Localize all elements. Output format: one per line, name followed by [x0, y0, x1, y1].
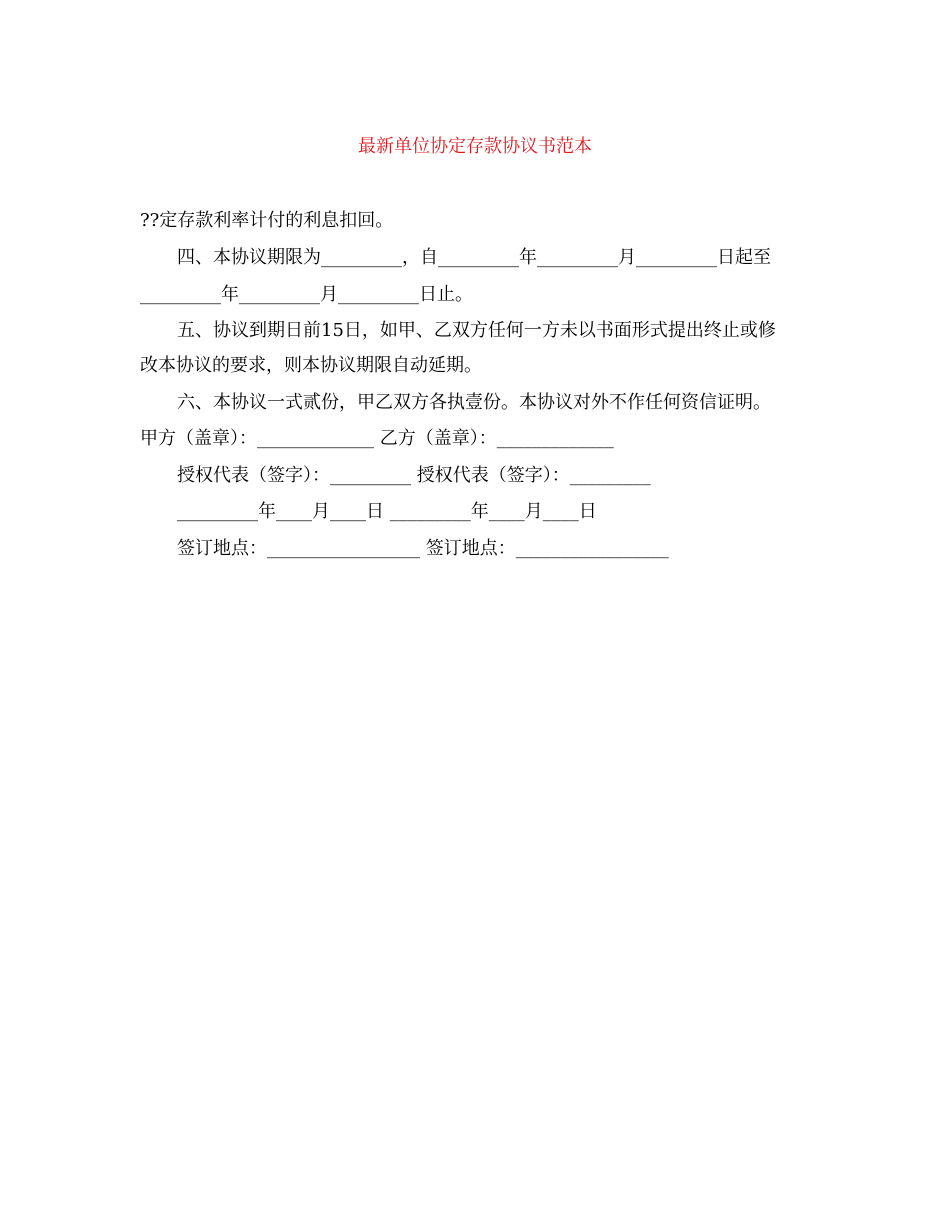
signature-line-representative: 授权代表（签字）：_________ 授权代表（签字）：_________ [177, 465, 651, 486]
document-title: 最新单位协定存款协议书范本 [358, 136, 592, 157]
text-line-2: 四、本协议期限为_________，自_________年_________月_________日起至 [177, 247, 771, 268]
signature-line-seal: 甲方（盖章）：_____________ 乙方（盖章）：_____________ [140, 428, 614, 449]
signature-line-date: _________年____月____日 _________年____月____日 [177, 501, 597, 522]
text-line-1: ??定存款利率计付的利息扣回。 [140, 210, 394, 231]
text-line-5: 改本协议的要求，则本协议期限自动延期。 [140, 355, 482, 376]
text-line-3: _________年_________月_________日止。 [140, 284, 473, 305]
signature-line-location: 签订地点：_________________ 签订地点：_________________ [177, 538, 669, 559]
text-line-4: 五、协议到期日前15日，如甲、乙双方任何一方未以书面形式提出终止或修 [177, 320, 776, 341]
text-line-6: 六、本协议一式贰份，甲乙双方各执壹份。本协议对外不作任何资信证明。 [177, 392, 771, 413]
